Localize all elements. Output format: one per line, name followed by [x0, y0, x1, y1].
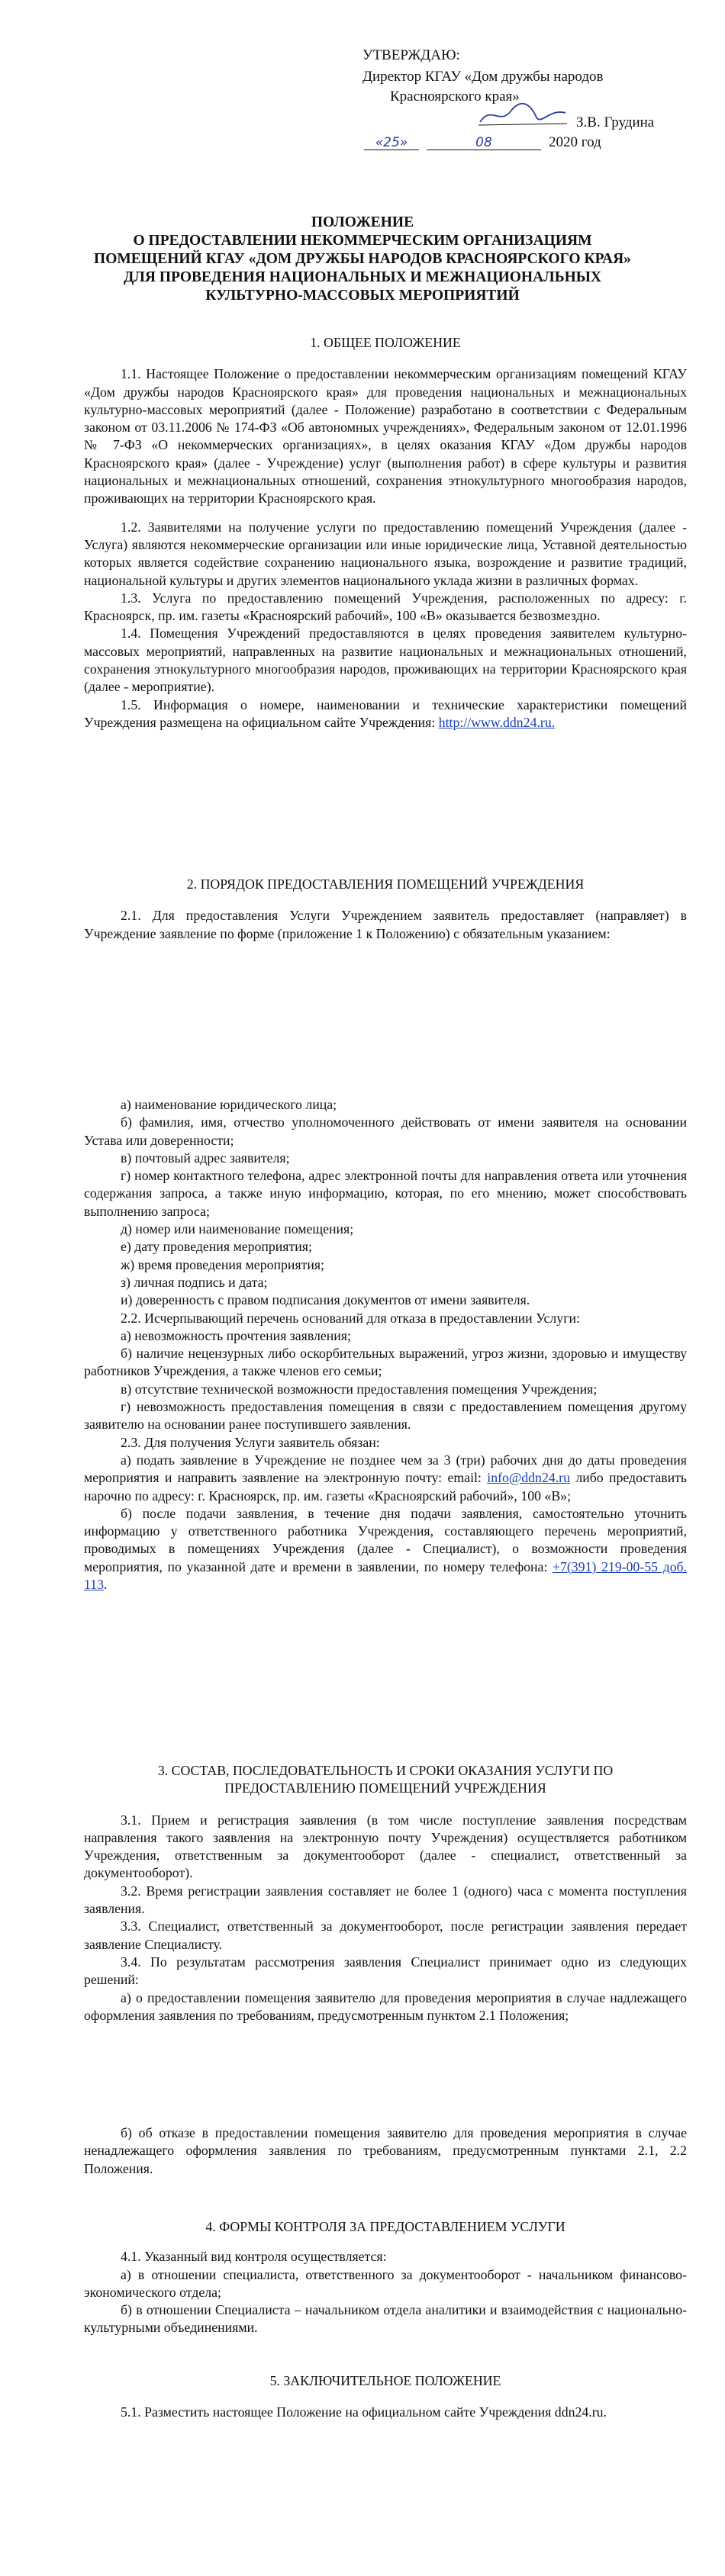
section-2-heading: 2. ПОРЯДОК ПРЕДОСТАВЛЕНИЯ ПОМЕЩЕНИЙ УЧРЕЖДЕНИЯ [186, 876, 585, 892]
item-4-1-b: б) в отношении Специалиста – начальником отдела аналитики и взаимодействия с национально-культурными объединениями. [84, 2302, 687, 2336]
signatory-name: З.В. Грудина [576, 114, 655, 130]
paragraph-1-3: 1.3. Услуга по предоставлению помещений Учреждения, расположенных по адресу: г. Красноярск, пр. им. газеты «Красноярский рабочий», 100 «В» оказывается безвозмездно. [84, 590, 687, 624]
phone-link[interactable]: +7(391) 219-00-55 доб. 113 [84, 1558, 687, 1593]
section-3-tail [84, 2124, 687, 2178]
paragraph-3-1: 3.1. Прием и регистрация заявления (в том числе поступление заявления посредствам направления такого заявления на электронную почту Учреждения) осуществляется работником Учреждения, ответственным за документооборот (далее - специалист, ответственный за документооборот). [84, 1812, 687, 1881]
paragraph-2-3: 2.3. Для получения Услуги заявитель обязан: [121, 1434, 380, 1450]
item-2-1-c: в) почтовый адрес заявителя; [121, 1150, 290, 1166]
item-2-1-f: е) дату проведения мероприятия; [121, 1239, 312, 1255]
paragraph-3-4: 3.4. По результатам рассмотрения заявления Специалист принимает одно из следующих решений: [84, 1954, 687, 1988]
approval-block [362, 46, 691, 153]
section-3-heading-1: 3. СОСТАВ, ПОСЛЕДОВАТЕЛЬНОСТЬ И СРОКИ ОКАЗАНИЯ УСЛУГИ ПО [157, 1763, 614, 1778]
item-2-2-d: г) невозможность предоставления помещения в связи с предоставлением помещения другому заявителю на основании ранее поступившего заявления. [84, 1399, 687, 1433]
signature-row [362, 113, 691, 133]
document-title [53, 214, 672, 305]
section-4 [84, 2218, 687, 2337]
paragraph-1-4: 1.4. Помещения Учреждений предоставляются в целях проведения заявителем культурно-массовых мероприятий, направленных на развитие национальных и межнациональных отношений, сохранения этнокультурного многообразия народов, проживающих на территории Красноярского края (далее - мероприятие). [84, 626, 687, 695]
approval-heading: УТВЕРЖДАЮ: [362, 47, 460, 63]
section-1-heading: 1. ОБЩЕЕ ПОЛОЖЕНИЕ [310, 335, 461, 350]
date-year: 2020 год [549, 134, 601, 150]
paragraph-3-3: 3.3. Специалист, ответственный за документооборот, после регистрации заявления передает заявление Специалисту. [84, 1918, 687, 1952]
section-4-heading: 4. ФОРМЫ КОНТРОЛЯ ЗА ПРЕДОСТАВЛЕНИЕМ УСЛУГИ [205, 2219, 566, 2234]
item-4-1-a: а) в отношении специалиста, ответственного за документооборот - начальником финансово-экономического отдела; [84, 2266, 687, 2300]
item-2-3-b-end: . [104, 1577, 108, 1593]
item-2-2-b: б) наличие нецензурных либо оскорбительных выражений, угроз жизни, здоровью и имуществу работников Учреждения, а также членов его семьи; [84, 1346, 687, 1379]
item-2-1-i: и) доверенность с правом подписания документов от имени заявителя. [121, 1292, 530, 1308]
handwritten-signature [477, 102, 569, 128]
item-2-1-a: а) наименование юридического лица; [121, 1097, 337, 1112]
paragraph-3-2: 3.2. Время регистрации заявления составляет не более 1 (одного) часа с момента поступления заявления. [84, 1883, 687, 1917]
paragraph-1-5-text: 1.5. Информация о номере, наименовании и технические характеристики помещений Учреждения размещена на официальном сайте Учреждения: [84, 696, 687, 730]
title-line-2: О ПРЕДОСТАВЛЕНИИ НЕКОММЕРЧЕСКИМ ОРГАНИЗАЦИЯМ [133, 233, 592, 249]
item-2-3-a-address: либо предоставить нарочно по адресу: г. Красноярск, пр. им. газеты «Красноярский рабочий», 100 «В»; [84, 1470, 688, 1503]
section-5-heading: 5. ЗАКЛЮЧИТЕЛЬНОЕ ПОЛОЖЕНИЕ [269, 2373, 501, 2388]
paragraph-2-2: 2.2. Исчерпывающий перечень оснований для отказа в предоставлении Услуги: [121, 1310, 580, 1326]
approval-position: Директор КГАУ «Дом дружбы народов [362, 69, 604, 85]
item-2-3-a [84, 1452, 687, 1505]
paragraph-5-1: 5.1. Разместить настоящее Положение на официальном сайте Учреждения ddn24.ru. [121, 2404, 607, 2420]
item-2-1-g: ж) время проведения мероприятия; [121, 1256, 324, 1272]
item-2-1-e: д) номер или наименование помещения; [121, 1221, 354, 1237]
paragraph-1-2: 1.2. Заявителями на получение услуги по предоставлению помещений Учреждения (далее - Услуга) являются некоммерческие организации или иные юридические лица, Уставной деятельностью которых является содействие сохранению национального языка, возрождение и развитие традиций, национальной культуры и других элементов национального уклада жизни в различных формах. [84, 519, 687, 588]
section-2-list [84, 1096, 687, 1594]
item-2-3-a-text: а) подать заявление в Учреждение не позднее чем за 3 (три) рабочих дня до даты проведения мероприятия и направить заявление на электронную почту: email: [84, 1452, 687, 1486]
item-2-2-a: а) невозможность прочтения заявления; [121, 1327, 351, 1343]
item-3-4-a: а) о предоставлении помещения заявителю для проведения мероприятия в случае надлежащего оформления заявления по требованиям, предусмотренным пунктом 2.1 Положения; [84, 1989, 687, 2023]
item-2-3-b-text: б) после подачи заявления, в течение дня подачи заявления, самостоятельно уточнить информацию у ответственного работника Учреждения, составляющего перечень мероприятий, проводимых в помещениях Учреждения (далее - Специалист), о возможности проведения мероприятия, по указанной дате и времени в заявлении, по номеру телефона: [84, 1505, 687, 1574]
item-2-1-b: б) фамилия, имя, отчество уполномоченного действовать от имени заявителя на основании Устава или доверенности; [84, 1114, 687, 1148]
paragraph-1-5 [84, 696, 687, 732]
paragraph-1-1: 1.1. Настоящее Положение о предоставлении некоммерческим организациям помещений КГАУ «Дом дружбы народов Красноярского края» для проведения национальных и межнациональных культурно-массовых мероприятий (далее - Положение) разработано в соответствии с Федеральным законом от 03.11.2006 № 174-ФЗ «Об автономных учреждениях», Федеральным законом от 12.01.1996 № 7-ФЗ «О некоммерческих организациях», в целях оказания КГАУ «Дом дружбы народов Красноярского края» (далее - Учреждение) услуг (выполнения работ) в сфере культуры и развития национальных и межнациональных отношений, сохранения этнокультурного многообразия народов, проживающих на территории Красноярского края. [84, 366, 687, 507]
section-1 [84, 334, 687, 732]
section-2 [84, 876, 687, 943]
website-link[interactable]: http://www.ddn24.ru. [438, 714, 556, 730]
title-line-4: ДЛЯ ПРОВЕДЕНИЯ НАЦИОНАЛЬНЫХ И МЕЖНАЦИОНАЛЬНЫХ [123, 269, 602, 285]
title-line-3: ПОМЕЩЕНИЙ КГАУ «ДОМ ДРУЖБЫ НАРОДОВ КРАСНОЯРСКОГО КРАЯ» [94, 251, 631, 267]
title-line-1: ПОЛОЖЕНИЕ [311, 214, 414, 230]
section-3 [84, 1762, 687, 2024]
paragraph-4-1: 4.1. Указанный вид контроля осуществляется: [121, 2249, 387, 2265]
item-2-2-c: в) отсутствие технической возможности предоставления помещения Учреждения; [121, 1381, 598, 1397]
item-2-3-b [84, 1505, 687, 1594]
paragraph-2-1: 2.1. Для предоставления Услуги Учреждением заявитель предоставляет (направляет) в Учреждение заявление по форме (приложение 1 к Положению) с обязательным указанием: [84, 908, 687, 941]
item-2-1-d: г) номер контактного телефона, адрес электронной почты для направления ответа или уточнения содержания запроса, а также иную информацию, которая, по его мнению, может способствовать выполнению запроса; [84, 1168, 687, 1219]
section-3-heading-2: ПРЕДОСТАВЛЕНИЮ ПОМЕЩЕНИЙ УЧРЕЖДЕНИЯ [224, 1780, 546, 1796]
date-month: 08 [427, 133, 541, 150]
approval-organization: Красноярского края» [390, 88, 520, 105]
email-link[interactable]: info@ddn24.ru [487, 1470, 570, 1486]
title-line-5: КУЛЬТУРНО-МАССОВЫХ МЕРОПРИЯТИЙ [205, 288, 520, 304]
item-3-4-b: б) об отказе в предоставлении помещения заявителю для проведения мероприятия в случае ненадлежащего оформления заявления по требованиям, предусмотренным пунктами 2.1, 2.2 Положения. [84, 2125, 687, 2176]
date-day: «25» [364, 133, 419, 150]
item-2-1-h: з) личная подпись и дата; [121, 1274, 268, 1290]
approval-date-row [362, 133, 691, 153]
section-5 [84, 2372, 687, 2422]
